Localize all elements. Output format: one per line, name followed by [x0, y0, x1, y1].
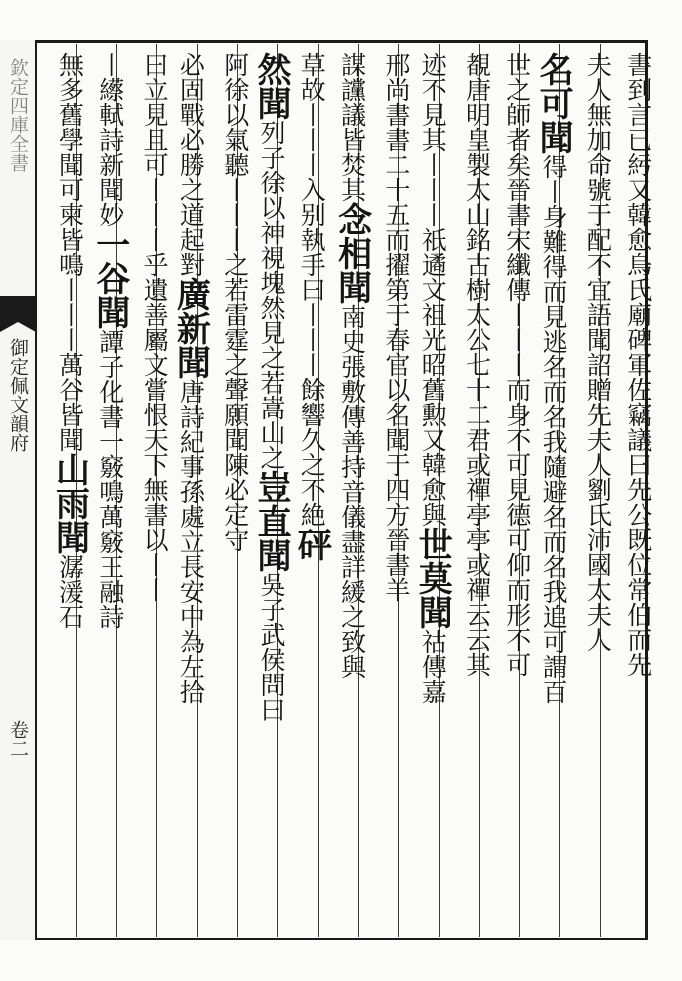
- body-text: 王融詩: [95, 554, 125, 629]
- body-text: 入别執手曰丨丨丨餘響久之不絶: [297, 177, 327, 527]
- body-text: 曰立見且可丨丨丨乎: [140, 52, 170, 277]
- frame-bottom: [35, 938, 647, 940]
- body-text: 皆鳴丨丨丨萬谷皆聞: [55, 227, 85, 452]
- fish-tail-mark: [0, 296, 36, 322]
- page-margin: [0, 40, 36, 940]
- entry-heading: 砰: [291, 527, 332, 561]
- body-text: 覩唐明皇製太山銘古樹太公七十二君或禪亭亭或禪云云其: [462, 52, 492, 677]
- entry-heading: 山雨聞: [49, 452, 90, 554]
- body-text: 晉書羊: [381, 527, 411, 602]
- body-text: 潺湲石: [55, 554, 85, 629]
- body-text: 書到言已䊸又韓愈烏氏廟碑軍佐竊議曰先公既位常伯而先: [623, 52, 653, 677]
- text-column: [39, 52, 90, 932]
- body-text: 譚子化書一竅鳴萬竅: [95, 329, 125, 554]
- body-text: 願聞陳必定守: [220, 402, 250, 552]
- body-text: 迹不見其丨丨丨祇遹文祖光昭舊勲又韓愈與: [418, 52, 448, 527]
- body-text: 邢尚書書二十五而擢第于春官以名聞于四方: [381, 52, 411, 527]
- book-title-side: 御定佩文韻府: [7, 338, 29, 452]
- body-text: 世之師者矣晉書宋纖傳丨丨丨而身不可見德可仰而形不可: [502, 52, 532, 677]
- body-text: 遺善屬文嘗恨天下無書以丨丨: [140, 277, 170, 602]
- body-text: 祜傳嘉: [418, 629, 448, 704]
- body-text: 夫人無加命號于配不宜語聞詔贈先夫人劉氏沛國太夫人: [583, 52, 613, 652]
- body-text: 無多舊學聞可柬: [55, 52, 85, 227]
- body-text: 草故丨丨丨: [297, 52, 327, 177]
- entry-heading: 世莫聞: [412, 527, 453, 629]
- entry-heading: 念相聞: [331, 202, 372, 304]
- body-text: 得丨身難得而見逃名而名我隨避名而名我追可謂百: [539, 154, 569, 704]
- body-text: 丨䌨軾詩新聞妙: [95, 52, 125, 227]
- entry-heading: 廣新聞: [170, 277, 211, 379]
- entry-heading: 一谷聞: [89, 227, 130, 329]
- body-text: 列子徐以神視塊然見之若嵩山之: [257, 120, 286, 470]
- body-text: 謀讜議皆焚其: [337, 52, 367, 202]
- entry-heading: 豈直聞: [251, 470, 291, 572]
- body-text: 南史張敷傳善持音儀盡詳緩之致與: [337, 304, 367, 679]
- page-number: 卷二: [7, 720, 29, 758]
- frame-left: [35, 40, 37, 940]
- body-text: 吳子武侯問曰: [257, 572, 286, 722]
- frame-top: [35, 40, 647, 43]
- book-title-top: 欽定四庫全書: [7, 58, 29, 172]
- body-text: 必固戰必勝之道起對: [176, 52, 206, 277]
- entry-heading: 名可聞: [533, 52, 574, 154]
- entry-heading: 然聞: [251, 52, 291, 120]
- body-text: 阿徐以氣聽丨丨丨之若雷霆之聲: [220, 52, 250, 402]
- body-text: 唐詩紀事孫處立長安中為左拾: [176, 379, 206, 704]
